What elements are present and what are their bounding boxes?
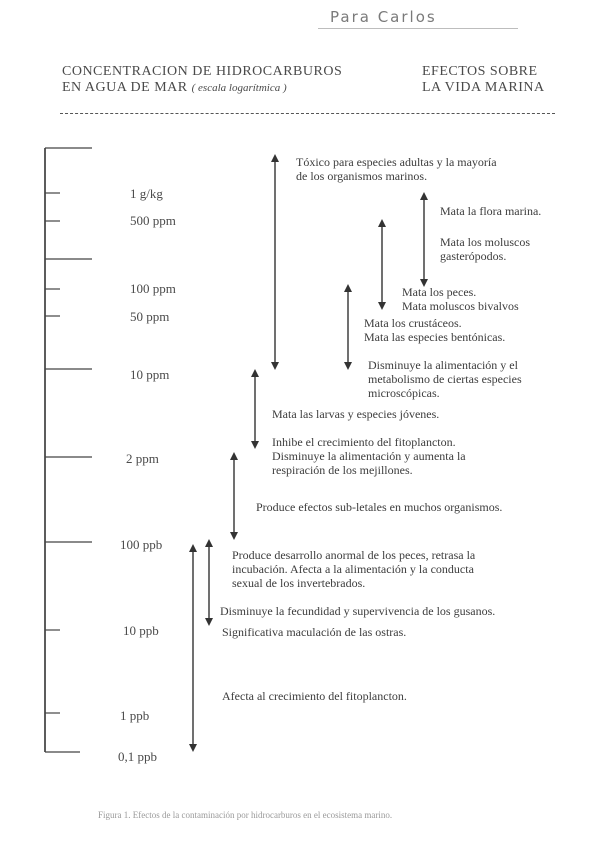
effect-moluscos-bivalvos (402, 299, 519, 313)
effect-line: Afecta al crecimiento del fitoplancton. (222, 689, 407, 703)
scale-label: 50 ppm (130, 309, 170, 324)
effect-line: Disminuye la alimentación y el (368, 358, 518, 372)
effect-mejillones (272, 449, 466, 477)
effect-line: metabolismo de ciertas especies (368, 372, 522, 386)
header-left-note: ( escala logarítmica ) (191, 82, 287, 94)
effect-gusanos (220, 604, 495, 618)
effect-bentonicas (364, 330, 505, 344)
scale-label: 100 ppm (130, 281, 176, 296)
effect-line: Significativa maculación de las ostras. (222, 625, 407, 639)
effect-line: incubación. Afecta a la alimentación y la conducta (232, 562, 474, 576)
scale-label: 2 ppm (126, 451, 159, 466)
effect-ostras (222, 625, 406, 639)
scale-label: 10 ppb (123, 623, 159, 638)
effect-larvas (272, 407, 439, 421)
figure-caption: Figura 1. Efectos de la contaminación por hidrocarburos en el ecosistema marino. (98, 810, 393, 820)
scale-label: 0,1 ppb (118, 749, 157, 764)
effect-toxic (296, 155, 497, 183)
effect-line: Mata moluscos bivalvos (402, 299, 519, 313)
handwritten-note: Para Carlos (330, 8, 437, 26)
effect-subletales (256, 500, 502, 514)
effect-line: gasterópodos. (440, 249, 507, 263)
effect-inhibe-fitoplancton (272, 435, 456, 449)
effect-peces (402, 285, 476, 299)
effect-desarrollo-peces (232, 548, 475, 590)
effect-moluscos-gasteropodos (440, 235, 530, 263)
header-right-line2: LA VIDA MARINA (422, 80, 545, 95)
scale-label: 500 ppm (130, 213, 176, 228)
effect-line: sexual de los invertebrados. (232, 576, 366, 590)
effect-line: respiración de los mejillones. (272, 463, 413, 477)
scale-label: 10 ppm (130, 367, 170, 382)
effect-microscopicas (368, 358, 522, 400)
effect-line: Mata los peces. (402, 285, 477, 299)
effect-line: Mata las larvas y especies jóvenes. (272, 407, 440, 421)
effect-crustaceos (364, 316, 462, 330)
effect-line: Disminuye la fecundidad y supervivencia de los gusanos. (220, 604, 496, 618)
effect-line: Produce efectos sub-letales en muchos organismos. (256, 500, 503, 514)
effect-line: Disminuye la alimentación y aumenta la (272, 449, 466, 463)
effect-line: microscópicas. (368, 386, 440, 400)
effect-line: Mata la flora marina. (440, 204, 542, 218)
effect-line: Mata las especies bentónicas. (364, 330, 506, 344)
effect-line: de los organismos marinos. (296, 169, 428, 183)
effect-flora (440, 204, 541, 218)
header-left-line2: EN AGUA DE MAR (62, 80, 188, 95)
header-left-line1: CONCENTRACION DE HIDROCARBUROS (62, 64, 343, 79)
effect-line: Tóxico para especies adultas y la mayoría (296, 155, 497, 169)
effect-line: Inhibe el crecimiento del fitoplancton. (272, 435, 456, 449)
effect-line: Mata los moluscos (440, 235, 530, 249)
effect-line: Mata los crustáceos. (364, 316, 462, 330)
header-right-line1: EFECTOS SOBRE (422, 64, 538, 79)
effect-line: Produce desarrollo anormal de los peces, retrasa la (232, 548, 476, 562)
effect-crecimiento-fitoplancton (222, 689, 407, 703)
scale-label: 1 g/kg (130, 186, 163, 201)
scale-label: 100 ppb (120, 537, 163, 552)
scale-label: 1 ppb (120, 708, 150, 723)
